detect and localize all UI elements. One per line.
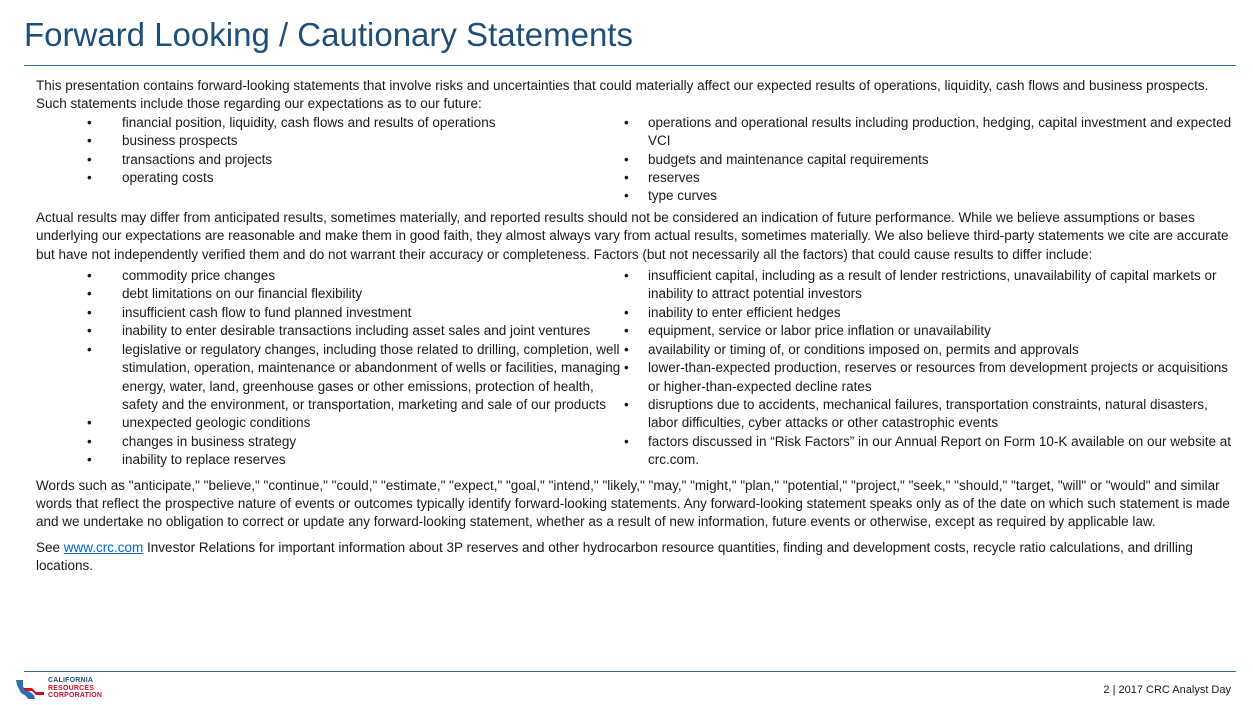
footer-divider [24,671,1236,672]
see-paragraph [36,539,1236,576]
statement-body [36,77,1236,576]
company-logo [14,676,110,702]
logo-line-resources: RESOURCES [48,684,95,692]
list-item: • insufficient cash flow to fund planned investment [36,304,624,322]
words-such-as-paragraph: Words such as "anticipate," "believe," "continue," "could," "estimate," "expect," "goal," "intend," "likely," "may," "might," "plan," "potential," "project," "seek," "should," "target, "will" or "would" and similar words that reflect the prospective nature of events or outcomes typically identify forward-looking statements. Any forward-looking statement speaks only as of the date on which such statement is made and we undertake no obligation to correct or update any forward-looking statement, whether as a result of new information, future events or otherwise, except as required by applicable law. [36,477,1230,530]
list-item: • operations and operational results including production, hedging, capital investment and expected VCI [624,114,1236,151]
logo-line-california: CALIFORNIA [48,677,94,684]
list-item: • unexpected geologic conditions [36,414,624,432]
list-item: • inability to replace reserves [36,451,624,469]
list-item: • lower-than-expected production, reserves or resources from development projects or acquisitions or higher-than-expected decline rates [624,359,1236,396]
crc-website-link[interactable]: www.crc.com [63,539,144,555]
list-item: • reserves [624,169,1236,187]
list-item: • factors discussed in “Risk Factors” in our Annual Report on Form 10-K available on our website at crc.com. [624,433,1236,470]
page-footer: 2 | 2017 CRC Analyst Day [1103,684,1231,696]
see-suffix: Investor Relations for important information about 3P reserves and other hydrocarbon resource quantities, finding and development costs, recycle ratio calculations, and drilling locations. [36,539,1193,574]
list-item: • commodity price changes [36,267,624,285]
factors-list-right [624,267,1236,469]
factors-list-left [36,267,624,469]
list-item: • insufficient capital, including as a result of lender restrictions, unavailability of capital markets or inability to attract potential investors [624,267,1236,304]
expectations-list-left [36,114,624,206]
expectations-columns [36,114,1236,206]
intro-paragraph: This presentation contains forward-looking statements that involve risks and uncertainties that could materially affect our expected results of operations, liquidity, cash flows and business prospects. Such statements include those regarding our expectations as to our future: [36,78,1209,112]
list-item: • legislative or regulatory changes, including those related to drilling, completion, well stimulation, operation, maintenance or abandonment of wells or facilities, managing energy, water, land, greenhouse gases or other emissions, protection of health, safety and the environment, or transportation, marketing and sale of our products [36,341,624,415]
list-item: • operating costs [36,169,624,187]
list-item: • inability to enter desirable transactions including asset sales and joint ventures [36,322,624,340]
list-item: • changes in business strategy [36,433,624,451]
list-item: • debt limitations on our financial flexibility [36,285,624,303]
list-item: • type curves [624,187,1236,205]
list-item: • disruptions due to accidents, mechanical failures, transportation constraints, natural disasters, labor difficulties, cyber attacks or other catastrophic events [624,396,1236,433]
list-item: • business prospects [36,132,624,150]
title-divider [24,65,1236,66]
actual-results-paragraph: Actual results may differ from anticipated results, sometimes materially, and reported results should not be considered an indication of future performance. While we believe assumptions or bases underlying our expectations are reasonable and make them in good faith, they almost always vary from actual results, sometimes materially. We also believe third-party statements we cite are accurate but have not independently verified them and do not warrant their accuracy or completeness. Factors (but not necessarily all the factors) that could cause results to differ include: [36,209,1229,262]
list-item: • equipment, service or labor price inflation or unavailability [624,322,1236,340]
list-item: • transactions and projects [36,151,624,169]
factors-columns [36,267,1236,469]
list-item: • budgets and maintenance capital requirements [624,151,1236,169]
list-item: • inability to enter efficient hedges [624,304,1236,322]
california-map-icon [14,678,46,700]
see-prefix: See [36,539,64,555]
list-item: • availability or timing of, or conditions imposed on, permits and approvals [624,341,1236,359]
logo-line-corporation: CORPORATION [48,692,103,700]
expectations-list-right [624,114,1236,206]
list-item: • financial position, liquidity, cash flows and results of operations [36,114,624,132]
page-title: Forward Looking / Cautionary Statements [24,16,633,53]
